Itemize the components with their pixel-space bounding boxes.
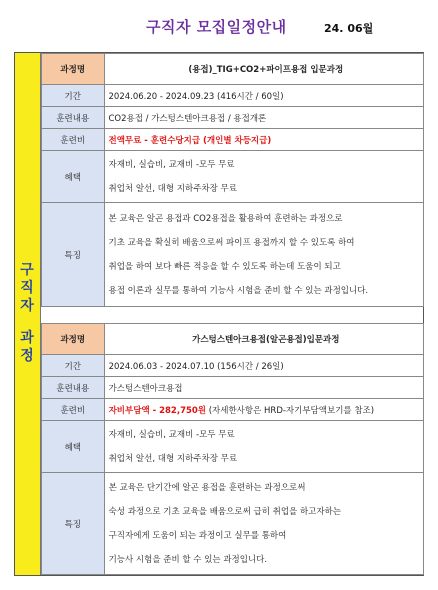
period-row	[42, 355, 424, 377]
content-label: 훈련내용	[42, 107, 105, 129]
feature-line: 본 교육은 단기간에 알곤 용접을 훈련하는 과정으로써	[108, 482, 306, 493]
feature-line: 본 교육은 알곤 용접과 CO2용접을 활용하여 훈련하는 과정으로	[108, 213, 343, 224]
course-row	[42, 54, 424, 85]
benefit-row	[42, 421, 424, 473]
course-label: 과정명	[42, 324, 105, 355]
period-label: 기간	[42, 355, 105, 377]
period-value: 2024.06.03 - 2024.07.10 (156시간 / 26일)	[104, 355, 423, 377]
fee-row	[42, 399, 424, 421]
side-column	[15, 53, 41, 575]
benefit-value	[104, 421, 423, 473]
side-label-bottom: 과 정	[20, 330, 34, 364]
benefit-item: 자재비, 실습비, 교재비 -모두 무료	[108, 429, 235, 440]
course-table-2	[41, 323, 424, 575]
fee-note: (자세한사항은 HRD-자기부담액보기를 참조)	[206, 405, 375, 416]
content-row	[42, 107, 424, 129]
benefit-item: 취업처 알선, 대형 지하주차장 무료	[108, 183, 237, 194]
period-label: 기간	[42, 85, 105, 107]
benefit-value	[104, 151, 424, 203]
page-date: 24. 06월	[324, 22, 374, 35]
course-label: 과정명	[42, 54, 105, 85]
fee-value	[104, 399, 423, 421]
course-name: (용접)_TIG+CO2+파이프용접 입문과정	[104, 54, 424, 85]
fee-label: 훈련비	[42, 399, 105, 421]
benefit-item: 자재비, 실습비, 교재비 -모두 무료	[108, 159, 235, 170]
fee-value	[104, 129, 424, 151]
feature-line: 숙성 과정으로 기초 교육을 배움으로써 급히 취업을 하고자하는	[108, 506, 341, 517]
feature-value	[104, 203, 424, 307]
feature-label: 특징	[42, 473, 105, 575]
feature-row	[42, 203, 424, 307]
period-row	[42, 85, 424, 107]
feature-value	[104, 473, 423, 575]
benefit-label: 혜택	[42, 151, 105, 203]
fee-label: 훈련비	[42, 129, 105, 151]
schedule-frame	[14, 52, 424, 576]
benefit-item: 취업처 알선, 대형 지하주차장 무료	[108, 453, 238, 464]
feature-label: 특징	[42, 203, 105, 307]
content-row	[42, 377, 424, 399]
side-label-top: 구 직 자	[20, 262, 34, 314]
benefit-label: 혜택	[42, 421, 105, 473]
benefit-row	[42, 151, 424, 203]
course-table-1	[41, 53, 424, 307]
feature-line: 구직자에게 도움이 되는 과정이고 실무를 통하여	[108, 530, 287, 541]
fee-row	[42, 129, 424, 151]
fee-highlight: 자비부담액 - 282,750원	[108, 405, 207, 416]
header	[0, 0, 438, 52]
period-value: 2024.06.20 - 2024.09.23 (416시간 / 60일)	[104, 85, 424, 107]
fee-highlight: 전액무료 - 훈련수당지급 (개인별 차등지급)	[108, 135, 272, 146]
feature-line: 기능사 시험을 준비 할 수 있는 과정입니다.	[108, 554, 268, 565]
feature-row	[42, 473, 424, 575]
content-value: CO2용접 / 가스텅스텐아크용접 / 용접개론	[104, 107, 424, 129]
course-row	[42, 324, 424, 355]
feature-line: 용접 이론과 실무를 통하여 기능사 시험을 준비 할 수 있는 과정입니다.	[108, 285, 369, 296]
feature-line: 취업을 하여 보다 빠른 적응을 할 수 있도록 하는데 도움이 되고	[108, 261, 341, 272]
content-label: 훈련내용	[42, 377, 105, 399]
page-title: 구직자 모집일정안내	[146, 18, 287, 36]
course-name: 가스텅스텐아크용접(알곤용접)입문과정	[104, 324, 423, 355]
content-value: 가스텅스텐아크용접	[104, 377, 423, 399]
feature-line: 기초 교육을 확실히 배움으로써 파이프 용접까지 할 수 있도록 하여	[108, 237, 355, 248]
